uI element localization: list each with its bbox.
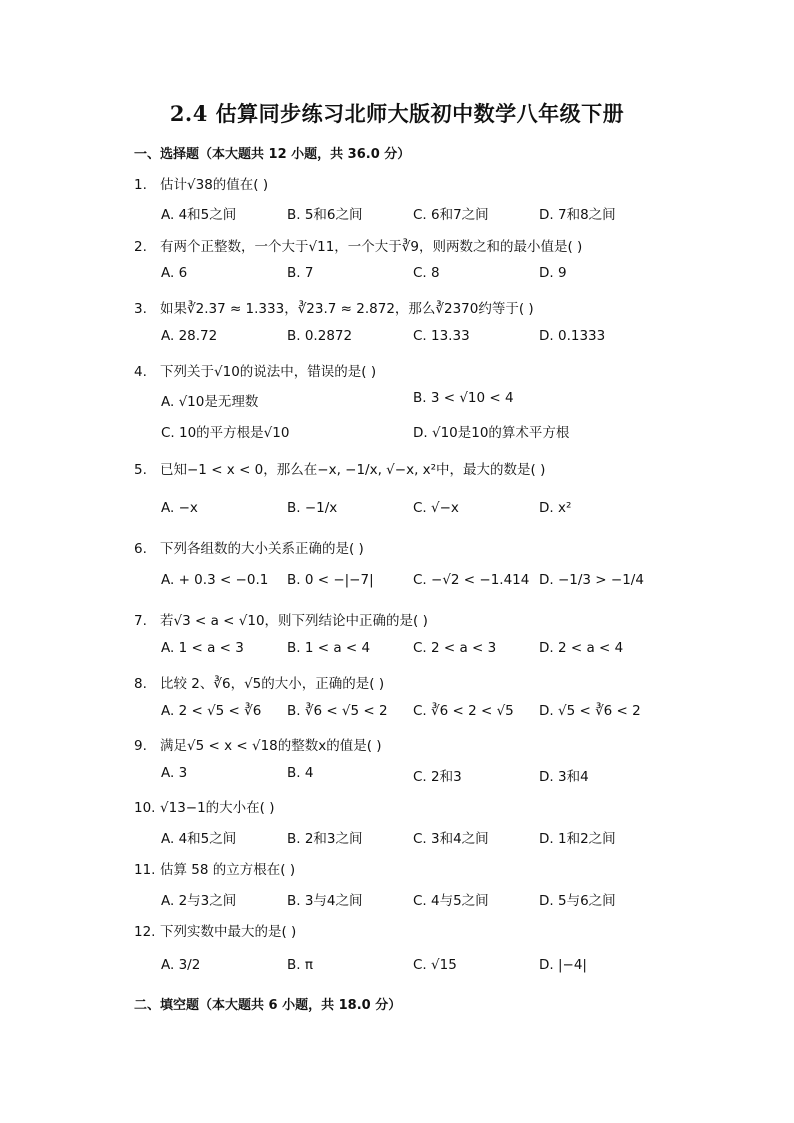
section-heading-choice: 一、选择题（本大题共 12 小题，共 36.0 分）	[134, 147, 411, 162]
question-number: 9.	[134, 738, 147, 754]
question-2	[134, 235, 694, 255]
question-number: 8.	[134, 676, 147, 692]
question-stem: 已知−1 < x < 0，那么在−x, −1/x, √−x, x²中，最大的数是( )	[160, 462, 546, 478]
question-11-options	[161, 889, 681, 909]
option-a: A. −x	[161, 500, 198, 516]
option-b: B. 0.2872	[287, 328, 353, 344]
question-1-options	[161, 203, 681, 223]
option-a: A. + 0.3 < −0.1	[161, 572, 269, 588]
question-5-options	[161, 500, 681, 520]
question-4	[134, 360, 694, 380]
option-c: C. 13.33	[413, 328, 470, 344]
question-12	[134, 920, 694, 940]
option-b: B. π	[287, 957, 313, 973]
question-stem: 比较 2、∛6，√5的大小，正确的是( )	[160, 676, 385, 692]
option-b: B. 0 < −|−7|	[287, 572, 374, 588]
question-11	[134, 858, 694, 878]
option-c: C. 2和3	[413, 769, 462, 785]
option-d: D. 9	[539, 265, 567, 281]
option-b: B. 5和6之间	[287, 207, 363, 223]
question-stem: 下列关于√10的说法中，错误的是( )	[160, 364, 377, 380]
question-4-options-row1	[161, 390, 681, 410]
option-c: C. 3和4之间	[413, 831, 489, 847]
question-10-options	[161, 827, 681, 847]
option-d: D. √10是10的算术平方根	[413, 425, 570, 441]
section-heading-fill: 二、填空题（本大题共 6 小题，共 18.0 分）	[134, 998, 402, 1013]
option-a: A. 4和5之间	[161, 831, 237, 847]
question-stem: √13−1的大小在( )	[160, 800, 275, 816]
option-a: A. 1 < a < 3	[161, 640, 244, 656]
question-8-options	[161, 703, 681, 723]
question-stem: 下列各组数的大小关系正确的是( )	[160, 541, 364, 557]
option-a: A. √10是无理数	[161, 394, 259, 410]
option-c: C. 8	[413, 265, 440, 281]
option-b: B. 7	[287, 265, 314, 281]
option-b: B. 3与4之间	[287, 893, 363, 909]
question-1	[134, 173, 694, 193]
option-d: D. 7和8之间	[539, 207, 616, 223]
question-number: 4.	[134, 364, 147, 380]
option-b: B. 4	[287, 765, 314, 781]
question-number: 2.	[134, 239, 147, 255]
option-a: A. 6	[161, 265, 188, 281]
option-d: D. x²	[539, 500, 572, 516]
question-7-options	[161, 640, 681, 660]
question-7	[134, 609, 694, 629]
question-5	[134, 458, 694, 478]
option-b: B. ∛6 < √5 < 2	[287, 703, 388, 719]
question-10	[134, 796, 694, 816]
option-d: D. 5与6之间	[539, 893, 616, 909]
option-d: D. −1/3 > −1/4	[539, 572, 644, 588]
question-stem: 有两个正整数，一个大于√11，一个大于∛9，则两数之和的最小值是( )	[160, 239, 583, 255]
option-d: D. 0.1333	[539, 328, 606, 344]
question-number: 3.	[134, 301, 147, 317]
question-8	[134, 672, 694, 692]
question-2-options	[161, 265, 681, 285]
page-title: 2.4 估算同步练习北师大版初中数学八年级下册	[169, 101, 625, 126]
option-c: C. ∛6 < 2 < √5	[413, 703, 514, 719]
question-9	[134, 734, 694, 754]
option-c: C. 2 < a < 3	[413, 640, 497, 656]
option-b: B. 2和3之间	[287, 831, 363, 847]
option-d: D. |−4|	[539, 957, 587, 973]
question-number: 12.	[134, 924, 156, 940]
option-a: A. 28.72	[161, 328, 218, 344]
question-stem: 下列实数中最大的是( )	[160, 924, 297, 940]
option-c: C. √−x	[413, 500, 459, 516]
option-b: B. 3 < √10 < 4	[413, 390, 514, 406]
option-a: A. 4和5之间	[161, 207, 237, 223]
question-number: 6.	[134, 541, 147, 557]
option-d: D. √5 < ∛6 < 2	[539, 703, 641, 719]
question-stem: 若√3 < a < √10，则下列结论中正确的是( )	[160, 613, 428, 629]
question-3-options	[161, 328, 681, 348]
question-number: 5.	[134, 462, 147, 478]
option-d: D. 3和4	[539, 769, 589, 785]
option-a: A. 2与3之间	[161, 893, 237, 909]
question-3	[134, 297, 694, 317]
question-number: 11.	[134, 862, 156, 878]
option-c: C. 6和7之间	[413, 207, 489, 223]
option-c: C. −√2 < −1.414	[413, 572, 530, 588]
option-b: B. 1 < a < 4	[287, 640, 371, 656]
question-stem: 如果∛2.37 ≈ 1.333，∛23.7 ≈ 2.872，那么∛2370约等于( )	[160, 301, 534, 317]
option-d: D. 1和2之间	[539, 831, 616, 847]
question-4-options-row2	[161, 421, 681, 441]
question-stem: 估计√38的值在( )	[160, 177, 269, 193]
question-number: 10.	[134, 800, 156, 816]
option-c: C. √15	[413, 957, 457, 973]
question-12-options	[161, 957, 681, 977]
option-b: B. −1/x	[287, 500, 338, 516]
question-6	[134, 537, 694, 557]
question-6-options	[161, 572, 681, 592]
question-number: 1.	[134, 177, 147, 193]
question-9-options	[161, 765, 681, 785]
question-stem: 估算 58 的立方根在( )	[160, 862, 296, 878]
option-a: A. 3/2	[161, 957, 201, 973]
option-a: A. 2 < √5 < ∛6	[161, 703, 262, 719]
option-c: C. 10的平方根是√10	[161, 425, 290, 441]
question-number: 7.	[134, 613, 147, 629]
question-stem: 满足√5 < x < √18的整数x的值是( )	[160, 738, 382, 754]
option-a: A. 3	[161, 765, 188, 781]
option-d: D. 2 < a < 4	[539, 640, 624, 656]
option-c: C. 4与5之间	[413, 893, 489, 909]
